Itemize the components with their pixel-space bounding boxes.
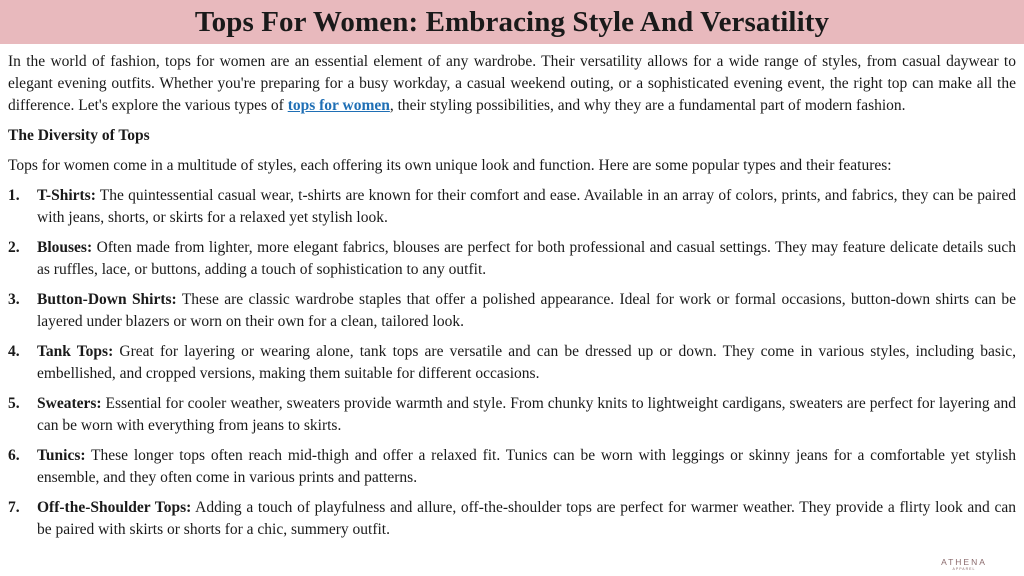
list-item-tunics (8, 445, 1016, 489)
list-item-term: Off-the-Shoulder Tops: (37, 499, 192, 516)
list-item-number: 2. (8, 239, 20, 256)
list-item-number: 4. (8, 343, 20, 360)
section-heading: The Diversity of Tops (8, 127, 150, 144)
intro-paragraph (8, 51, 1016, 117)
list-item-button-down-shirts (8, 289, 1016, 333)
list-item-t-shirts (8, 185, 1016, 229)
list-item-number: 5. (8, 395, 20, 412)
athena-logo (934, 557, 994, 572)
section-intro: Tops for women come in a multitude of styles, each offering its own unique look and function. Here are some popular types and their features: (8, 157, 892, 174)
list-item-tank-tops (8, 341, 1016, 385)
list-item-term: Tank Tops: (37, 343, 114, 360)
list-item-term: Blouses: (37, 239, 93, 256)
logo-tagline: APPAREL (952, 567, 976, 571)
list-item-text: The quintessential casual wear, t-shirts are known for their comfort and ease. Available in an array of colors, prints, and fabrics, they can be paired with jeans, shorts, or skirts for a relaxed yet stylish look. (37, 187, 1016, 226)
tops-list (8, 185, 1016, 541)
list-item-number: 7. (8, 499, 20, 516)
list-item-text: Often made from lighter, more elegant fabrics, blouses are perfect for both professional and casual settings. They may feature delicate details such as ruffles, lace, or buttons, adding a touch of sophistication to any outfit. (37, 239, 1016, 278)
list-item-sweaters (8, 393, 1016, 437)
list-item-text: Great for layering or wearing alone, tank tops are versatile and can be dressed up or down. They come in various styles, including basic, embellished, and cropped versions, making them suitable for different occasions. (37, 343, 1016, 382)
main-content (8, 51, 1016, 549)
list-item-blouses (8, 237, 1016, 281)
intro-text-before-link: In the world of fashion, tops for women are an essential element of any wardrobe. Their versatility allows for a wide range of styles, from casual daywear to elegant evening outfits. Whether you're preparing for a busy workday, a casual weekend outing, or a sophisticated evening event, the right top can make all the difference. Let's explore the various types of (8, 53, 1016, 114)
list-item-text: Essential for cooler weather, sweaters provide warmth and style. From chunky knits to lightweight cardigans, sweaters are perfect for layering and can be worn with everything from jeans to skirts. (37, 395, 1016, 434)
list-item-term: T-Shirts: (37, 187, 96, 204)
list-item-text: These longer tops often reach mid-thigh and offer a relaxed fit. Tunics can be worn with leggings or skinny jeans for a comfortable yet stylish ensemble, and they often come in various prints and patterns. (37, 447, 1016, 486)
list-item-text: Adding a touch of playfulness and allure, off-the-shoulder tops are perfect for warmer weather. They provide a flirty look and can be paired with skirts or shorts for a chic, summery outfit. (37, 499, 1016, 538)
tops-for-women-link[interactable]: tops for women (287, 97, 390, 114)
list-item-off-the-shoulder-tops (8, 497, 1016, 541)
list-item-number: 6. (8, 447, 20, 464)
logo-name: ATHENA (941, 557, 987, 567)
list-item-term: Tunics: (37, 447, 86, 464)
list-item-term: Sweaters: (37, 395, 102, 412)
intro-text-after-link: , their styling possibilities, and why they are a fundamental part of modern fashion. (389, 97, 906, 114)
title-bar (0, 0, 1024, 44)
list-item-text: These are classic wardrobe staples that offer a polished appearance. Ideal for work or formal occasions, button-down shirts can be layered under blazers or worn on their own for a clean, tailored look. (37, 291, 1017, 330)
page-title: Tops For Women: Embracing Style And Versatility (194, 5, 830, 38)
list-item-term: Button-Down Shirts: (37, 291, 177, 308)
list-item-number: 3. (8, 291, 20, 308)
list-item-number: 1. (8, 187, 20, 204)
